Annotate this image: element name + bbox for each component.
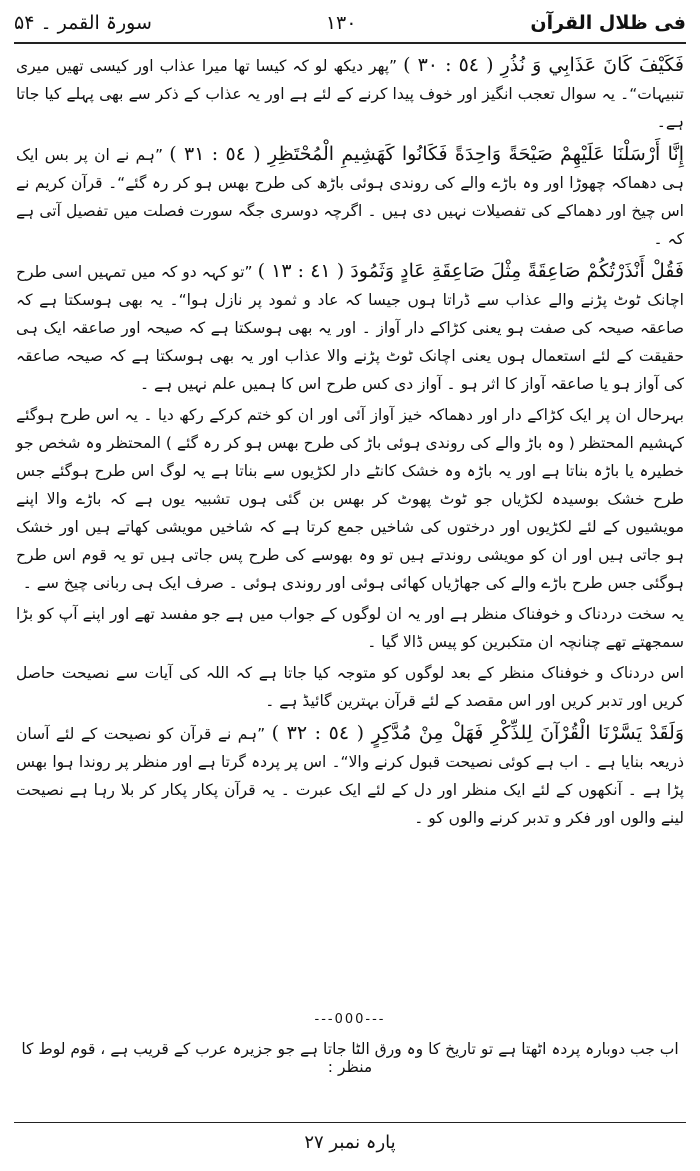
paragraph: [16, 600, 684, 656]
commentary-text: اس دردناک و خوفناک منظر کے بعد لوگوں کو متوجہ کیا جاتا ہے کہ اللہ کی آیات سے نصیحت حاصل کریں اور تدبر کریں اور اس مقصد کے لئے قرآن بہترین گائیڈ ہے ۔: [16, 664, 684, 710]
footer-divider: [14, 1122, 686, 1123]
paragraph: [16, 401, 684, 597]
header-divider: [14, 42, 686, 44]
translation-text: ”پھر دیکھ لو کہ کیسا تھا میرا عذاب اور کیسی تھیں میری تنبیہات“۔ یہ سوال تعجب انگیز اور خوف پیدا کرنے کے لئے ہے اور یہ عذاب کے ذکر سے بھی پہلے کیا جاتا ہے۔: [16, 57, 684, 131]
surah-title: سورۃ القمر ۔ ۵۴: [14, 12, 152, 34]
section-separator: ---000---: [314, 1012, 386, 1027]
page-number: ١٣٠: [325, 12, 357, 34]
translation-text: ”ہم نے قرآن کو نصیحت کے لئے آسان ذریعہ بنایا ہے ۔ اب ہے کوئی نصیحت قبول کرنے والا“۔ اس پر پردہ گرتا ہے اور منظر پر روندا ہوا بھس پڑا ہے ۔ آنکھوں کے لئے ایک منظر اور دل کے لئے ایک عبرت ۔ یہ قرآن پکار پکار کر بلا رہا ہے نصیحت لینے والوں اور فکر و تدبر کرنے والوں کو ۔: [16, 725, 684, 827]
page-body: [16, 50, 684, 835]
paragraph: [16, 718, 684, 832]
para-number: پارہ نمبر ٢٧: [304, 1132, 396, 1153]
translation-text: ”ہم نے ان پر بس ایک ہی دھماکہ چھوڑا اور وہ باڑے والے کی روندی ہوئی باڑھ کی طرح بھس ہو کر رہ گئے“۔ قرآن کریم نے اس چیخ اور دھماکے کی تفصیلات نہیں دی ہیں ۔ اگرچہ دوسری جگہ سورت فصلت میں تفصیل آتی ہے کہ ۔: [16, 146, 684, 248]
paragraph: [16, 139, 684, 253]
book-title: فی ظلال القرآن: [530, 12, 686, 34]
paragraph: [16, 659, 684, 715]
commentary-text: بہرحال ان پر ایک کڑاکے دار اور دھماکہ خیز آواز آئی اور ان کو ختم کرکے رکھ دیا ۔ یہ اس طرح ہوگئے کہشیم المحتظر ( وہ باڑ والے کی روندی ہوئی باڑ کی طرح بھس ہو کر رہ گئے ) المحتظر وہ شخص جو خطیرہ یا باڑہ بناتا ہے اور یہ باڑہ وہ خشک کانٹے دار لکڑیوں سے بناتا ہے یہ لوگ اس طرح ہوگئے جس طرح خشک بوسیدہ لکڑیاں جو ٹوٹ پھوٹ کر بھس بن گئی ہوں تشبیہ یوں ہے کہ باڑے والا اپنے مویشیوں کے لئے لکڑیوں اور درختوں کی شاخیں جمع کرتا ہے کہ شاخیں مویشی کھاتے ہیں اور خشک ہو جاتی ہیں اور ان کو مویشی روندتے ہیں تو وہ بھوسے کی طرح پس جاتی ہیں تو یہ قوم اس طرح ہوگئی جس طرح باڑے والے کی جھاڑیاں کھائی ہوئی اور روندی ہوئی ۔ صرف ایک ہی ربانی چیخ سے ۔: [16, 406, 684, 592]
ayah-text: إِنَّا أَرْسَلْنَا عَلَيْهِمْ صَيْحَةً وَاحِدَةً فَكَانُوا كَهَشِيمِ الْمُحْتَظِرِ ( ٥٤ : ٣١ ): [169, 143, 684, 165]
paragraph: [16, 256, 684, 398]
closing-line: اب جب دوبارہ پردہ اٹھتا ہے تو تاریخ کا وہ ورق الٹا جاتا ہے جو جزیرہ عرب کے قریب ہے ، قوم لوط کا منظر :: [21, 1040, 679, 1076]
ayah-text: فَقُلْ أَنْذَرْتُكُمْ صَاعِقَةً مِثْلَ صَاعِقَةِ عَادٍ وَثَمُودَ ( ٤١ : ١٣ ): [257, 260, 684, 282]
commentary-text: یہ سخت دردناک و خوفناک منظر ہے اور یہ ان لوگوں کے جواب میں ہے جو مفسد تھے اور اپنے آپ کو بڑا سمجھتے تھے چنانچہ ان متکبرین کو پیس ڈالا گیا ۔: [16, 605, 684, 651]
translation-text: ”تو کہہ دو کہ میں تمہیں اسی طرح اچانک ٹوٹ پڑنے والے عذاب سے ڈراتا ہوں جیسا کہ عاد و ثمود پر نازل ہوا“۔ یہ بھی ہوسکتا ہے کہ صاعقہ صیحہ کی صفت ہو یعنی کڑاکے دار آواز ۔ اور یہ بھی ہوسکتا ہے کہ صیحہ اور صاعقہ ایک ہی حقیقت کے لئے استعمال ہوں یعنی اچانک ٹوٹ پڑنے والا عذاب اور یہ بھی ہوسکتا ہے کہ صیحہ صاعقہ کی آواز ہو یا صاعقہ آواز کا اثر ہو ۔ آواز دی کس طرح اس کا ہمیں علم نہیں ہے ۔: [16, 263, 684, 393]
paragraph: [16, 50, 684, 136]
ayah-text: فَكَيْفَ كَانَ عَذَابِي وَ نُذُرِ ( ٥٤ : ٣٠ ): [403, 54, 684, 76]
ayah-text: وَلَقَدْ يَسَّرْنَا الْقُرْآنَ لِلذِّكْرِ فَهَلْ مِنْ مُدَّكِرٍ ( ٥٤ : ٣٢ ): [271, 722, 685, 744]
page-header: [14, 6, 686, 40]
